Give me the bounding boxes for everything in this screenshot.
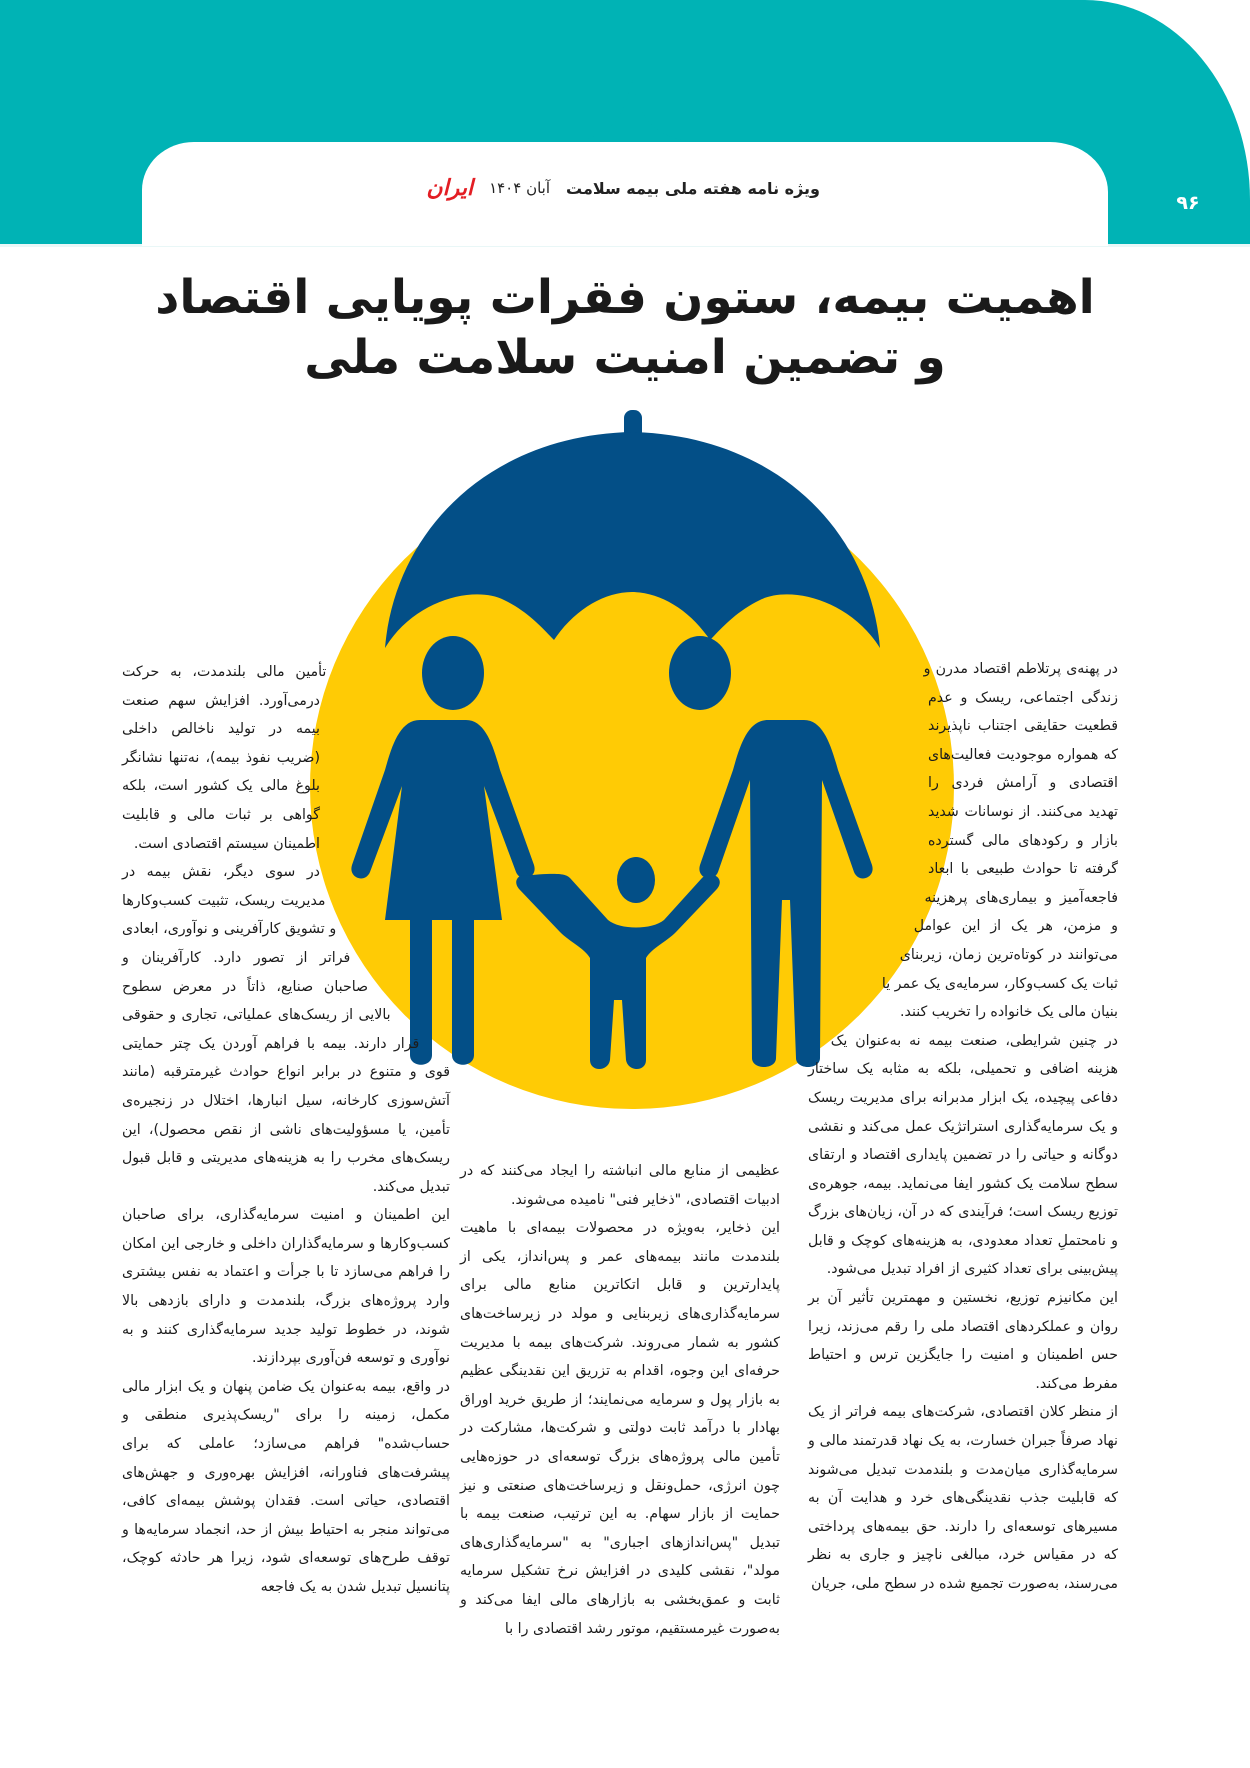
publication-title: ویژه نامه هفته ملی بیمه سلامت (566, 178, 820, 198)
paragraph: تأمین مالی بلندمدت، به حرکت درمی‌آورد. افزایش سهم صنعت بیمه در تولید ناخالص داخلی (ضریب نفوذ بیمه)، نه‌تنها نشانگر بلوغ مالی یک کشور است، بلکه گواهی بر ثبات مالی و قابلیت اطمینان سیستم اقتصادی است. (122, 664, 327, 852)
paragraph: در پهنه‌ی پرتلاطم اقتصاد مدرن و زندگی اجتماعی، ریسک و عدم قطعیت حقایقی اجتناب ناپذیرند که همواره موجودیت فعالیت‌های اقتصادی و آرامش فردی را تهدید می‌کنند. از نوسانات شدید بازار و رکودهای مالی گسترده گرفته تا حوادث طبیعی با ابعاد فاجعه‌آمیز و بیماری‌های پرهزینه و مزمن، هر یک از این عوامل می‌توانند در کوتاه‌ترین زمان، زیربنای ثبات یک کسب‌وکار، سرمایه‌ی یک عمر یا بنیان مالی یک خانواده را تخریب کنند. (881, 661, 1118, 1021)
paragraph: در چنین شرایطی، صنعت بیمه نه به‌عنوان یک هزینه اضافی و تحمیلی، بلکه به مثابه یک ساختار دفاعی پیچیده، یک ابزار مدبرانه برای مدیریت ریسک و یک سرمایه‌گذاری استراتژیک عمل می‌کند و نقشی دوگانه و حیاتی را در تضمین پایداری اقتصاد و ارتقای سطح سلامت یک کشور ایفا می‌نماید. بیمه، جوهره‌ی توزیع ریسک است؛ فرآیندی که در آن، زیان‌های بزرگ و نامحتملِ تعداد معدودی، به هزینه‌های کوچک و قابل پیش‌بینی برای تعداد کثیری از افراد تبدیل می‌شود. (808, 1032, 1118, 1278)
article-headline (150, 268, 1100, 388)
article-column-left (122, 658, 450, 1602)
paragraph: این ذخایر، به‌ویژه در محصولات بیمه‌ای با ماهیت بلندمدت مانند بیمه‌های عمر و پس‌انداز، یکی از پایدارترین و قابل اتکاترین منابع مالی برای سرمایه‌گذاری‌های زیربنایی و مولد در زیرساخت‌های کشور به شمار می‌روند. شرکت‌های بیمه با مدیریت حرفه‌ای این وجوه، اقدام به تزریق این نقدینگی عظیم به بازار پول و سرمایه می‌نمایند؛ از طریق خرید اوراق بهادار با درآمد ثابت دولتی و شرکت‌ها، مشارکت در تأمین مالی پروژه‌های بزرگ توسعه‌ای در حوزه‌هایی چون انرژی، حمل‌ونقل و زیرساخت‌های صنعتی و نیز حمایت از بازار سهام. به این ترتیب، صنعت بیمه با تبدیل "پس‌اندازهای اجباری" به "سرمایه‌گذاری‌های مولد"، نقشی کلیدی در افزایش نرخ تشکیل سرمایه ثابت و عمق‌بخشی به بازارهای مالی ایفا می‌کند و به‌صورت غیرمستقیم، موتور رشد اقتصادی را با (460, 1220, 780, 1637)
headline-line-1: اهمیت بیمه، ستون فقرات پویایی اقتصاد (155, 270, 1095, 325)
paragraph: عظیمی از منابع مالی انباشته را ایجاد می‌کنند که در ادبیات اقتصادی، "ذخایر فنی" نامیده می‌شوند. (460, 1163, 780, 1208)
paragraph: این اطمینان و امنیت سرمایه‌گذاری، برای صاحبان کسب‌وکارها و سرمایه‌گذاران داخلی و خارجی این امکان را فراهم می‌سازد تا با جرأت و اعتماد به نفس بیشتری وارد پروژه‌های بزرگ، بلندمدت و دارای بازدهی بالا شوند، در خطوط تولید جدید سرمایه‌گذاری کنند و به نوآوری و توسعه فن‌آوری بپردازند. (122, 1207, 450, 1367)
paragraph: در سوی دیگر، نقش بیمه در مدیریت ریسک، تثبیت کسب‌وکارها و تشویق کارآفرینی و نوآوری، ابعادی فراتر از تصور دارد. کارآفرینان و صاحبان صنایع، ذاتاً در معرض سطوح بالایی از ریسک‌های عملیاتی، تجاری و حقوقی قرار دارند. بیمه با فراهم آوردن یک چتر حمایتی قوی و متنوع در برابر انواع حوادث غیرمترقبه (مانند آتش‌سوزی کارخانه، سیل انبارها، اختلال در زنجیره‌ی تأمین، یا مسؤولیت‌های ناشی از نقص محصول)، این ریسک‌های مخرب را به هزینه‌های مدیریتی و قابل قبول تبدیل می‌کند. (122, 864, 450, 1195)
article-column-right (808, 655, 1118, 1599)
paragraph: از منظر کلان اقتصادی، شرکت‌های بیمه فراتر از یک نهاد صرفاً جبران خسارت، به یک نهاد قدرتمند مالی و سرمایه‌گذاری میان‌مدت و بلندمدت تبدیل می‌شوند که قابلیت جذب نقدینگی‌های خرد و هدایت آن به مسیرهای توسعه‌ای را دارند. حق بیمه‌های پرداختی که در مقیاس خرد، مبالغی ناچیز و جاری به نظر می‌رسند، به‌صورت تجمیع شده در سطح ملی، جریان (808, 1404, 1118, 1592)
paragraph: در واقع، بیمه به‌عنوان یک ضامن پنهان و یک ابزار مالی مکمل، زمینه را برای "ریسک‌پذیری منطقی و حساب‌شده" فراهم می‌سازد؛ عاملی که برای پیشرفت‌های فناورانه، افزایش بهره‌وری و جهش‌های اقتصادی، حیاتی است. فقدان پوشش بیمه‌ای کافی، می‌تواند منجر به احتیاط بیش از حد، انجماد سرمایه‌ها و توقف طرح‌های توسعه‌ای شود، زیرا هر حادثه کوچک، پتانسیل تبدیل شدن به یک فاجعه (122, 1378, 450, 1595)
masthead (426, 168, 820, 208)
newspaper-logo: ایران (426, 175, 474, 201)
page-number: ۹۶ (1176, 192, 1200, 214)
paragraph: این مکانیزم توزیع، نخستین و مهمترین تأثیر آن بر روان و عملکردهای اقتصاد ملی را رقم می‌زند، زیرا حس اطمینان و امنیت را جایگزین ترس و احتیاط مفرط می‌کند. (808, 1290, 1118, 1392)
headline-line-2: و تضمین امنیت سلامت ملی (304, 330, 946, 385)
header-notch-ornament (560, 60, 705, 150)
article-column-middle (460, 1157, 780, 1643)
issue-date: آبان ۱۴۰۴ (489, 179, 550, 197)
